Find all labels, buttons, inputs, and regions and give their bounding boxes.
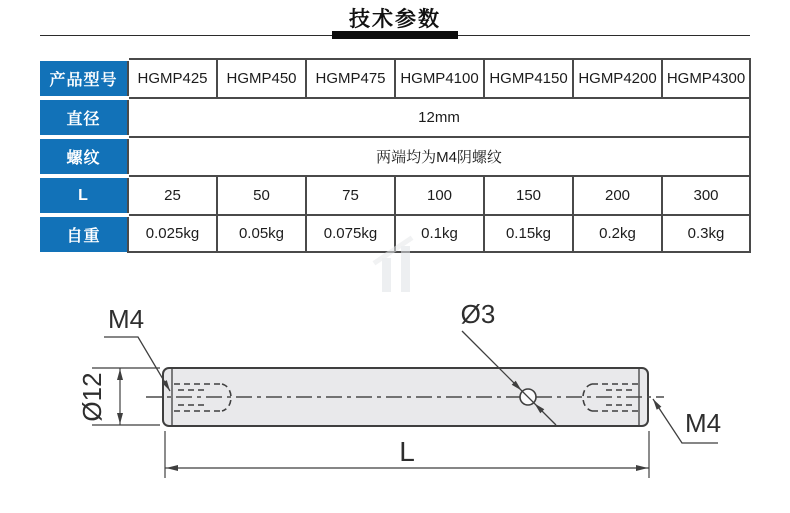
- thread-value-cell: 两端均为M4阴螺纹: [128, 137, 750, 176]
- row-header-model: 产品型号: [40, 59, 128, 98]
- length-cell: 300: [662, 176, 750, 215]
- right-thread-arrowhead: [653, 399, 661, 410]
- length-cell: 25: [128, 176, 217, 215]
- diameter-arrowhead-bottom: [117, 413, 123, 424]
- weight-cell: 0.3kg: [662, 215, 750, 252]
- hole-diameter-label: Ø3: [460, 299, 496, 329]
- row-header-weight: 自重: [40, 215, 128, 252]
- length-cell: 200: [573, 176, 662, 215]
- left-thread-label: M4: [107, 304, 145, 334]
- length-arrowhead-right: [636, 465, 648, 471]
- weight-cell: 0.2kg: [573, 215, 662, 252]
- model-cell: HGMP4300: [662, 59, 750, 98]
- diameter-label: Ø12: [77, 372, 107, 422]
- weight-cell: 0.075kg: [306, 215, 395, 252]
- diameter-value-cell: 12mm: [128, 98, 750, 137]
- row-header-diameter: 直径: [40, 98, 128, 137]
- weight-cell: 0.025kg: [128, 215, 217, 252]
- row-header-length: L: [40, 176, 128, 215]
- weight-cell: 0.1kg: [395, 215, 484, 252]
- right-thread-label: M4: [684, 408, 722, 438]
- length-cell: 75: [306, 176, 395, 215]
- length-arrowhead-left: [166, 465, 178, 471]
- length-cell: 50: [217, 176, 306, 215]
- model-cell: HGMP450: [217, 59, 306, 98]
- model-cell: HGMP4100: [395, 59, 484, 98]
- model-cell: HGMP4150: [484, 59, 573, 98]
- weight-cell: 0.15kg: [484, 215, 573, 252]
- model-cell: HGMP425: [128, 59, 217, 98]
- model-cell: HGMP475: [306, 59, 395, 98]
- weight-cell: 0.05kg: [217, 215, 306, 252]
- diameter-arrowhead-top: [117, 369, 123, 380]
- length-label: L: [399, 436, 415, 467]
- model-cell: HGMP4200: [573, 59, 662, 98]
- left-thread-leader-line: [104, 337, 170, 391]
- row-header-thread: 螺纹: [40, 137, 128, 176]
- page-title: 技术参数: [349, 8, 441, 31]
- length-cell: 150: [484, 176, 573, 215]
- length-cell: 100: [395, 176, 484, 215]
